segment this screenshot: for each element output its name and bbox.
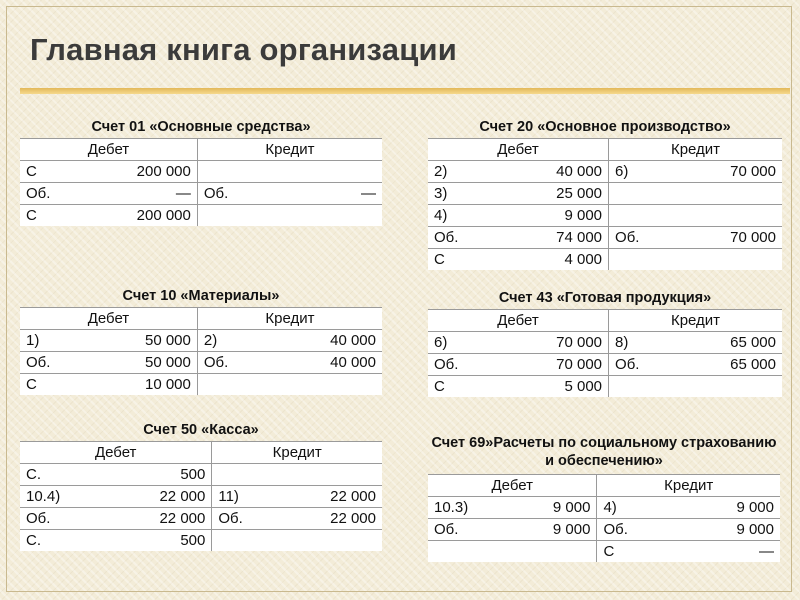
debit-amount: 5 000 [564, 378, 603, 395]
credit-amount: 40 000 [330, 354, 376, 371]
credit-header: Кредит [609, 310, 782, 332]
table-row [20, 161, 382, 183]
debit-label: 6) [434, 334, 448, 351]
credit-cell [212, 464, 382, 486]
credit-label: 11) [218, 488, 239, 505]
debit-cell [428, 249, 609, 271]
table-row [428, 497, 780, 519]
credit-cell [197, 352, 382, 374]
t-account-table [428, 138, 782, 270]
credit-cell [212, 508, 382, 530]
debit-cell [428, 205, 609, 227]
credit-amount: 70 000 [730, 229, 776, 246]
debit-amount: 500 [180, 532, 206, 549]
credit-label: 6) [615, 163, 629, 180]
debit-label: С [434, 251, 445, 268]
table-row [428, 376, 782, 398]
credit-amount: 40 000 [330, 332, 376, 349]
debit-amount: 50 000 [144, 354, 191, 371]
table-row [20, 183, 382, 205]
credit-label: Об. [615, 356, 640, 373]
debit-amount: 70 000 [556, 356, 603, 373]
credit-cell [597, 519, 780, 541]
debit-header: Дебет [428, 310, 609, 332]
t-account-table [20, 307, 382, 395]
debit-cell [428, 376, 609, 398]
debit-label: 1) [26, 332, 40, 349]
debit-amount: 22 000 [159, 510, 206, 527]
account-title: Счет 20 «Основное производство» [479, 119, 731, 135]
account-01 [20, 118, 382, 226]
credit-amount: — [759, 543, 774, 560]
debit-cell [20, 352, 197, 374]
credit-label: Об. [203, 354, 229, 371]
debit-label: С. [26, 532, 41, 549]
debit-cell [20, 508, 212, 530]
credit-amount: 65 000 [730, 356, 776, 373]
table-row [20, 508, 382, 530]
table-header-row [428, 310, 782, 332]
debit-amount: 200 000 [136, 163, 191, 180]
t-account-table [20, 441, 382, 551]
debit-cell [428, 183, 609, 205]
debit-amount: 25 000 [556, 185, 603, 202]
t-account-table [428, 309, 782, 397]
credit-cell [609, 161, 782, 183]
table-row [428, 332, 782, 354]
debit-label: Об. [434, 229, 459, 246]
credit-label: 8) [615, 334, 629, 351]
page-title: Главная книга организации [30, 32, 457, 67]
credit-cell [609, 332, 782, 354]
credit-cell [597, 541, 780, 563]
credit-header: Кредит [212, 442, 382, 464]
debit-header: Дебет [20, 308, 197, 330]
table-row [428, 354, 782, 376]
debit-amount: 40 000 [556, 163, 603, 180]
table-header-row [20, 139, 382, 161]
credit-label: Об. [615, 229, 640, 246]
debit-amount: 70 000 [556, 334, 603, 351]
credit-cell [197, 161, 382, 183]
debit-amount: 10 000 [144, 376, 191, 393]
debit-cell [20, 205, 197, 227]
debit-label: 4) [434, 207, 448, 224]
account-20 [428, 118, 782, 270]
credit-amount: 22 000 [330, 510, 376, 527]
debit-header: Дебет [20, 139, 197, 161]
credit-cell [609, 354, 782, 376]
credit-amount: 65 000 [730, 334, 776, 351]
debit-amount: — [175, 185, 191, 202]
debit-label: С [434, 378, 445, 395]
table-row [428, 161, 782, 183]
credit-cell [609, 227, 782, 249]
debit-label: Об. [434, 356, 459, 373]
debit-amount: 200 000 [136, 207, 191, 224]
debit-label: Об. [26, 185, 51, 202]
credit-label: С [603, 543, 615, 560]
debit-label: 2) [434, 163, 448, 180]
debit-label: С [26, 207, 37, 224]
credit-cell [609, 183, 782, 205]
credit-amount: — [361, 185, 376, 202]
debit-label: Об. [26, 510, 51, 527]
table-row [20, 374, 382, 396]
debit-cell [20, 486, 212, 508]
debit-amount: 22 000 [159, 488, 206, 505]
credit-cell [609, 376, 782, 398]
credit-cell [197, 330, 382, 352]
table-row [428, 541, 780, 563]
credit-amount: 9 000 [736, 499, 774, 516]
account-title: Счет 43 «Готовая продукция» [498, 290, 712, 306]
credit-cell [212, 486, 382, 508]
credit-label: Об. [603, 521, 628, 538]
credit-label: 4) [603, 499, 617, 516]
table-row [428, 249, 782, 271]
table-row [20, 464, 382, 486]
debit-cell [428, 354, 609, 376]
debit-label: 3) [434, 185, 448, 202]
credit-cell [609, 205, 782, 227]
credit-cell [212, 530, 382, 552]
credit-cell [197, 374, 382, 396]
debit-cell [20, 464, 212, 486]
credit-header: Кредит [197, 139, 382, 161]
table-row [428, 227, 782, 249]
credit-header: Кредит [597, 475, 780, 497]
credit-amount: 22 000 [330, 488, 376, 505]
credit-label: 2) [203, 332, 218, 349]
debit-label: 10.3) [434, 499, 469, 516]
debit-cell [428, 519, 597, 541]
debit-header: Дебет [428, 475, 597, 497]
table-row [428, 205, 782, 227]
debit-label: С [26, 376, 37, 393]
debit-amount: 4 000 [564, 251, 603, 268]
table-row [428, 519, 780, 541]
t-account-table [20, 138, 382, 226]
table-row [20, 530, 382, 552]
debit-label: С [26, 163, 37, 180]
debit-cell [20, 374, 197, 396]
account-title: Счет 69»Расчеты по социальному страхованию и обеспечению» [431, 435, 777, 469]
account-69 [428, 434, 780, 562]
account-title: Счет 10 «Материалы» [122, 288, 280, 304]
account-title: Счет 01 «Основные средства» [91, 119, 311, 135]
debit-header: Дебет [20, 442, 212, 464]
title-underline [20, 88, 790, 94]
table-row [20, 205, 382, 227]
debit-label: 10.4) [26, 488, 61, 505]
debit-amount: 9 000 [552, 499, 591, 516]
debit-label: Об. [26, 354, 51, 371]
account-43 [428, 289, 782, 397]
debit-cell [428, 161, 609, 183]
credit-cell [609, 249, 782, 271]
credit-amount: 70 000 [730, 163, 776, 180]
account-10 [20, 287, 382, 395]
credit-cell [197, 183, 382, 205]
table-row [20, 330, 382, 352]
table-row [428, 183, 782, 205]
debit-cell [428, 332, 609, 354]
debit-cell [428, 227, 609, 249]
debit-amount: 9 000 [564, 207, 603, 224]
debit-header: Дебет [428, 139, 609, 161]
table-header-row [20, 442, 382, 464]
debit-amount: 9 000 [552, 521, 591, 538]
table-header-row [428, 139, 782, 161]
debit-cell [20, 330, 197, 352]
credit-cell [197, 205, 382, 227]
debit-amount: 74 000 [556, 229, 603, 246]
table-header-row [20, 308, 382, 330]
table-row [20, 352, 382, 374]
debit-cell [20, 530, 212, 552]
credit-header: Кредит [609, 139, 782, 161]
credit-label: Об. [218, 510, 243, 527]
debit-cell [428, 497, 597, 519]
table-row [20, 486, 382, 508]
debit-cell [20, 161, 197, 183]
credit-label: Об. [203, 185, 229, 202]
debit-amount: 500 [180, 466, 206, 483]
debit-cell [20, 183, 197, 205]
t-account-table [428, 474, 780, 562]
debit-amount: 50 000 [144, 332, 191, 349]
credit-cell [597, 497, 780, 519]
credit-header: Кредит [197, 308, 382, 330]
account-50 [20, 421, 382, 551]
credit-amount: 9 000 [736, 521, 774, 538]
account-title: Счет 50 «Касса» [143, 422, 259, 438]
debit-label: Об. [434, 521, 459, 538]
table-header-row [428, 475, 780, 497]
debit-cell [428, 541, 597, 563]
debit-label: С. [26, 466, 41, 483]
